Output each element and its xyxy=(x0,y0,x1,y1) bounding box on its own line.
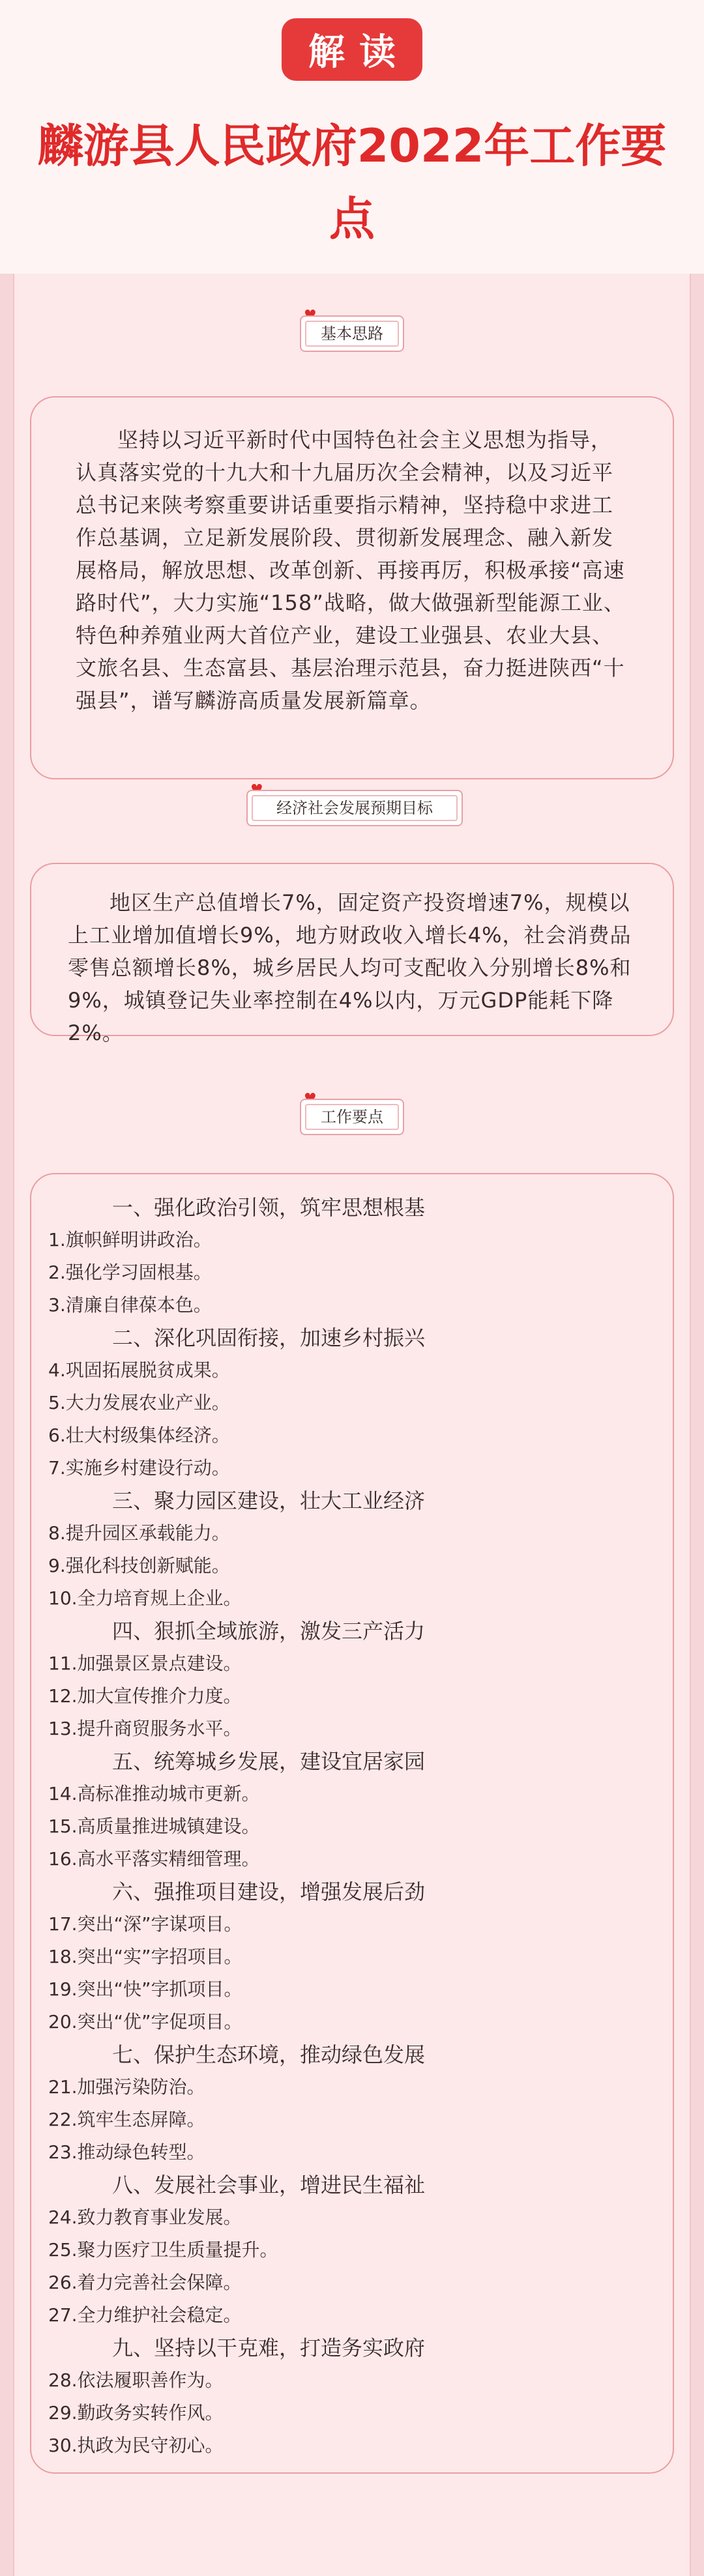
work-item: 17.突出“深”字谋项目。 xyxy=(48,1913,242,1935)
work-item: 16.高水平落实精细管理。 xyxy=(48,1848,260,1870)
work-item: 28.依法履职善作为。 xyxy=(48,2369,224,2391)
work-group-title: 七、保护生态环境，推动绿色发展 xyxy=(112,2042,426,2067)
work-item: 4.巩固拓展脱贫成果。 xyxy=(48,1359,230,1381)
work-item: 7.实施乡村建设行动。 xyxy=(48,1457,230,1479)
section-label-work-points: 工作要点 xyxy=(300,1099,404,1135)
basic-approach-card xyxy=(30,396,674,779)
work-group-title: 二、深化巩固衔接，加速乡村振兴 xyxy=(112,1325,426,1350)
work-item: 3.清廉自律葆本色。 xyxy=(48,1294,212,1316)
work-item: 12.加大宣传推介力度。 xyxy=(48,1685,242,1707)
economic-targets-card xyxy=(30,863,674,1045)
work-item: 26.着力完善社会保障。 xyxy=(48,2272,242,2293)
work-item: 1.旗帜鲜明讲政治。 xyxy=(48,1229,212,1251)
work-item: 10.全力培育规上企业。 xyxy=(48,1587,242,1609)
page-title xyxy=(13,109,691,255)
work-group-title: 五、统筹城乡发展，建设宜居家园 xyxy=(112,1749,426,1774)
work-group-title: 四、狠抓全域旅游，激发三产活力 xyxy=(112,1619,426,1643)
interpretation-badge: 解读 xyxy=(282,18,422,81)
work-item: 11.加强景区景点建设。 xyxy=(48,1653,242,1674)
header xyxy=(0,0,704,274)
work-item: 25.聚力医疗卫生质量提升。 xyxy=(48,2239,278,2261)
work-item: 30.执政为民守初心。 xyxy=(48,2435,224,2456)
work-item: 8.提升园区承载能力。 xyxy=(48,1522,230,1544)
page-title-line-2: 点 xyxy=(329,192,375,246)
work-item: 21.加强污染防治。 xyxy=(48,2076,205,2098)
work-item: 5.大力发展农业产业。 xyxy=(48,1392,230,1413)
work-item: 29.勤政务实转作风。 xyxy=(48,2402,224,2424)
work-group-title: 三、聚力园区建设，壮大工业经济 xyxy=(112,1488,426,1513)
work-group-title: 六、强推项目建设，增强发展后劲 xyxy=(112,1879,426,1904)
work-item: 27.全力维护社会稳定。 xyxy=(48,2304,242,2326)
work-item: 6.壮大村级集体经济。 xyxy=(48,1425,230,1446)
work-item: 18.突出“实”字招项目。 xyxy=(48,1946,242,1967)
work-points-list xyxy=(31,1174,673,2462)
work-group-title: 九、坚持以干克难，打造务实政府 xyxy=(112,2336,426,2360)
work-group-title: 八、发展社会事业，增进民生福祉 xyxy=(112,2173,426,2197)
work-item: 19.突出“快”字抓项目。 xyxy=(48,1978,242,2000)
work-group-title: 一、强化政治引领，筑牢思想根基 xyxy=(112,1195,426,1220)
work-item: 14.高标准推动城市更新。 xyxy=(48,1783,260,1804)
section-label-basic-approach: 基本思路 xyxy=(300,315,404,352)
work-item: 20.突出“优”字促项目。 xyxy=(48,2011,242,2033)
work-item: 9.强化科技创新赋能。 xyxy=(48,1555,230,1576)
work-item: 13.提升商贸服务水平。 xyxy=(48,1718,242,1739)
section-label-economic-targets: 经济社会发展预期目标 xyxy=(246,790,463,826)
work-item: 24.致力教育事业发展。 xyxy=(48,2207,242,2228)
page-title-line-1: 麟游县人民政府2022年工作要 xyxy=(37,119,667,173)
work-item: 15.高质量推进城镇建设。 xyxy=(48,1816,260,1837)
work-item: 22.筑牢生态屏障。 xyxy=(48,2109,205,2130)
work-points-card xyxy=(30,1173,674,2474)
work-item: 23.推动绿色转型。 xyxy=(48,2141,205,2163)
economic-targets-text: 地区生产总值增长7%，固定资产投资增速7%，规模以上工业增加值增长9%，地方财政收入增长4%，社会消费品零售总额增长8%，城乡居民人均可支配收入分别增长8%和9%，城镇登记失业率控制在4%以内，万元GDP能耗下降2%。 xyxy=(68,890,632,1045)
basic-approach-text: 坚持以习近平新时代中国特色社会主义思想为指导，认真落实党的十九大和十九届历次全会精神，以及习近平总书记来陕考察重要讲话重要指示精神，坚持稳中求进工作总基调，立足新发展阶段、贯彻新发展理念、融入新发展格局，解放思想、改革创新、再接再厉，积极承接“高速路时代”，大力实施“158”战略，做大做强新型能源工业、特色种养殖业两大首位产业，建设工业强县、农业大县、文旅名县、生态富县、基层治理示范县，奋力挺进陕西“十强县”，谱写麟游高质量发展新篇章。 xyxy=(76,427,625,713)
work-item: 2.强化学习固根基。 xyxy=(48,1262,212,1283)
